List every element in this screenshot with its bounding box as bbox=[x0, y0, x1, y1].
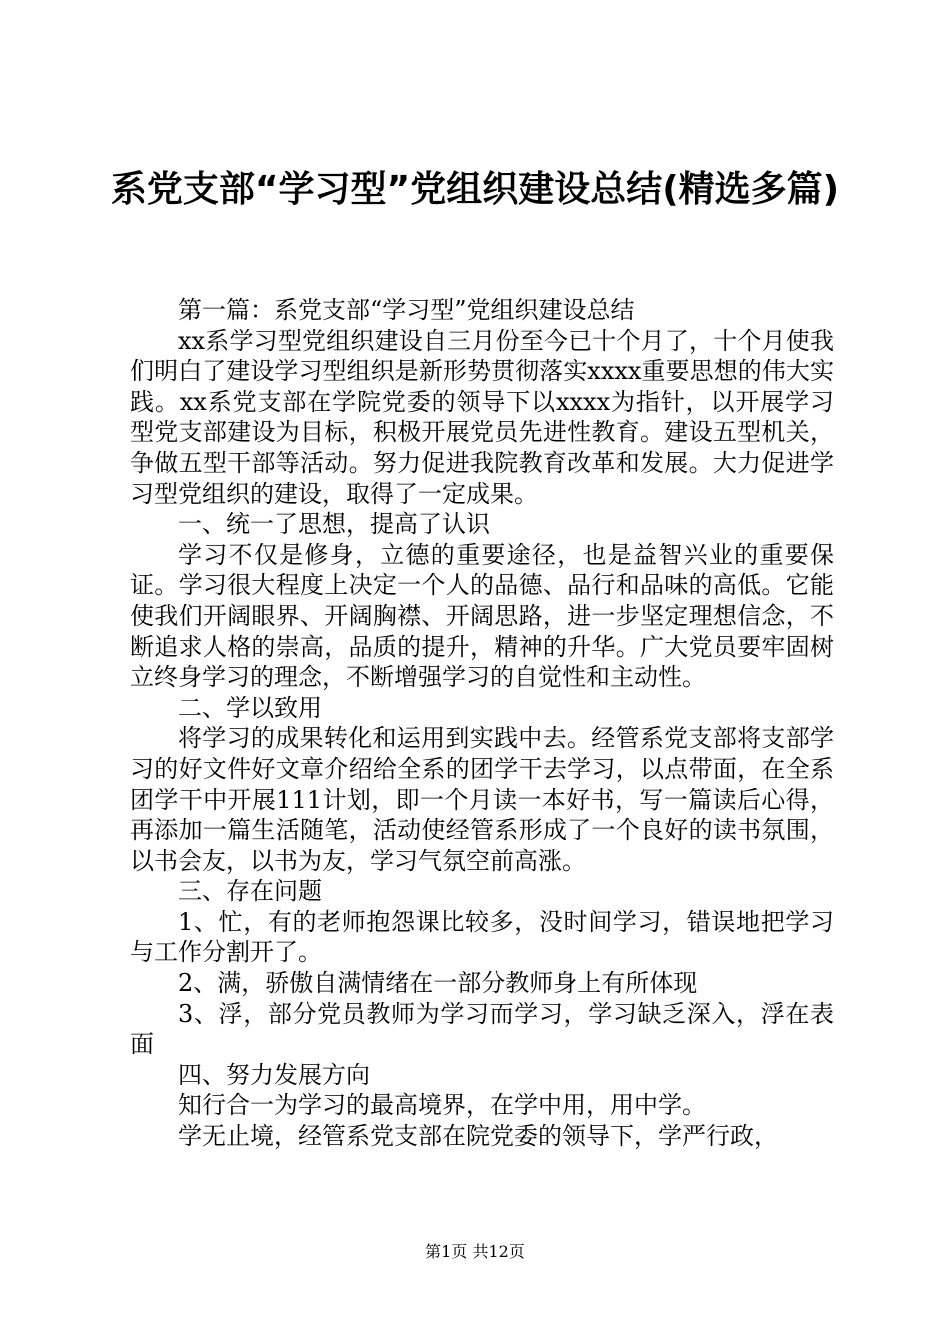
section-heading: 第一篇：系党支部“学习型”党组织建设总结 bbox=[178, 296, 635, 324]
paragraph: 知行合一为学习的最高境界，在学中用，用中学。 bbox=[178, 1091, 706, 1120]
section-heading: 三、存在问题 bbox=[178, 877, 322, 906]
section-heading: 二、学以致用 bbox=[178, 693, 322, 722]
page-footer: 第1页 共12页 bbox=[425, 1242, 525, 1261]
paragraph: 学习不仅是修身，立德的重要途径，也是益智兴业的重要保证。学习很大程度上决定一个人的品德、品行和品味的高低。它能使我们开阔眼界、开阔胸襟、开阔思路，进一步坚定理想信念，不断追求人格的崇高，品质的提升，精神的升华。广大党员要牢固树立终身学习的理念，不断增强学习的自觉性和主动性。 bbox=[130, 540, 834, 692]
document-body bbox=[130, 295, 834, 1152]
section-heading: 一、统一了思想，提高了认识 bbox=[178, 510, 490, 539]
paragraph: xx系学习型党组织建设自三月份至今已十个月了，十个月使我们明白了建设学习型组织是新形势贯彻落实xxxx重要思想的伟大实践。xx系党支部在学院党委的领导下以xxxx为指针，以开展学习型党支部建设为目标，积极开展党员先进性教育。建设五型机关，争做五型干部等活动。努力促进我院教育改革和发展。大力促进学习型党组织的建设，取得了一定成果。 bbox=[130, 326, 834, 508]
paragraph: 将学习的成果转化和运用到实践中去。经管系党支部将支部学习的好文件好文章介绍给全系的团学干去学习，以点带面，在全系团学干中开展111计划，即一个月读一本好书，写一篇读后心得，再添加一篇生活随笔，活动使经管系形成了一个良好的读书氛围，以书会友，以书为友，学习气氛空前高涨。 bbox=[130, 724, 834, 875]
list-item: 2、满，骄傲自满情绪在一部分教师身上有所体现 bbox=[178, 969, 698, 998]
section-heading: 四、努力发展方向 bbox=[178, 1060, 370, 1089]
list-item: 3、浮，部分党员教师为学习而学习，学习缺乏深入，浮在表面 bbox=[130, 999, 834, 1059]
paragraph: 学无止境，经管系党支部在院党委的领导下，学严行政， bbox=[178, 1122, 778, 1151]
document-title: 系党支部“学习型”党组织建设总结(精选多篇) bbox=[110, 169, 840, 210]
list-item: 1、忙，有的老师抱怨课比较多，没时间学习，错误地把学习与工作分割开了。 bbox=[130, 907, 834, 967]
